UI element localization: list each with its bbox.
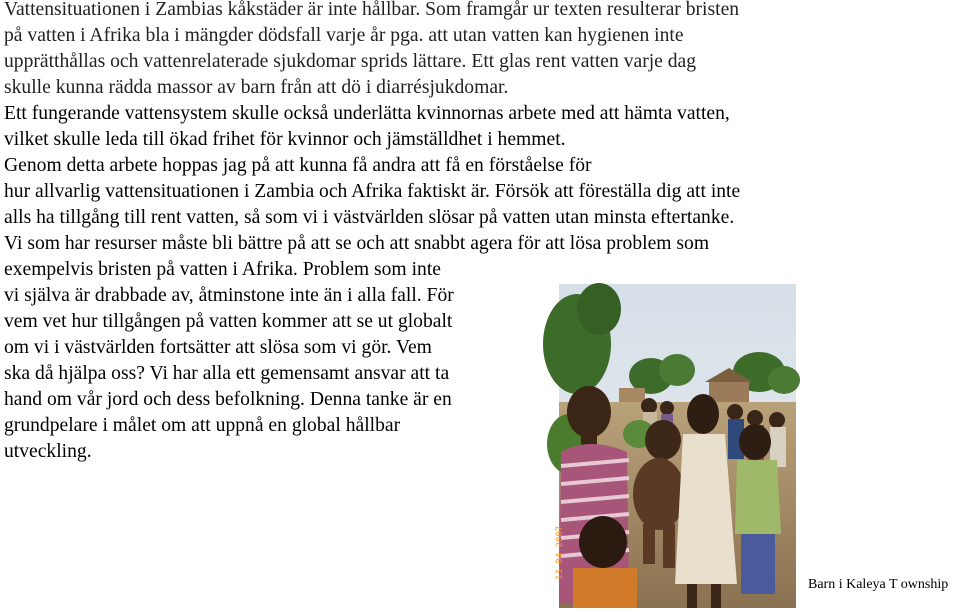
photo-caption: Barn i Kaleya T ownship: [808, 577, 949, 592]
paragraph-line: vilket skulle leda till ökad frihet för kvinnor och jämställdhet i hemmet.: [4, 129, 566, 150]
paragraph-line: Ett fungerande vattensystem skulle också underlätta kvinnornas arbete med att hämta vatten,: [4, 103, 730, 124]
paragraph-line: hur allvarlig vattensituationen i Zambia och Afrika faktiskt är. Försök att föreställa dig att inte: [4, 181, 741, 202]
paragraph-line: på vatten i Afrika bla i mängder dödsfall varje år pga. att utan vatten kan hygienen inte: [4, 25, 684, 46]
paragraph-line: skulle kunna rädda massor av barn från att dö i diarrésjukdomar.: [4, 77, 509, 98]
paragraph-line: grundpelare i målet om att uppnå en global hållbar: [4, 415, 401, 436]
paragraph-line: utveckling.: [4, 441, 92, 462]
paragraph-line: exempelvis bristen på vatten i Afrika. Problem som inte: [4, 259, 441, 280]
paragraph-line: vi själva är drabbade av, åtminstone inte än i alla fall. För: [4, 285, 454, 306]
paragraph-line: hand om vår jord och dess befolkning. Denna tanke är en: [4, 389, 452, 410]
paragraph-line: ska då hjälpa oss? Vi har alla ett gemensamt ansvar att ta: [4, 363, 450, 384]
date-stamp: 13 04 2007: [555, 525, 565, 580]
children-photo: [555, 284, 796, 608]
paragraph-line: Genom detta arbete hoppas jag på att kunna få andra att få en förståelse för: [4, 155, 592, 176]
paragraph-line: om vi i västvärlden fortsätter att slösa som vi gör. Vem: [4, 337, 432, 358]
paragraph-line: vem vet hur tillgången på vatten kommer att se ut globalt: [4, 311, 453, 332]
paragraph-line: Vattensituationen i Zambias kåkstäder är inte hållbar. Som framgår ur texten resulterar bristen: [4, 0, 740, 20]
paragraph-line: Vi som har resurser måste bli bättre på att se och att snabbt agera för att lösa problem som: [4, 233, 710, 254]
paragraph-line: alls ha tillgång till rent vatten, så som vi i västvärlden slösar på vatten utan minsta eftertanke.: [4, 207, 735, 228]
paragraph-line: upprätthållas och vattenrelaterade sjukdomar sprids lättare. Ett glas rent vatten varje dag: [4, 51, 697, 72]
